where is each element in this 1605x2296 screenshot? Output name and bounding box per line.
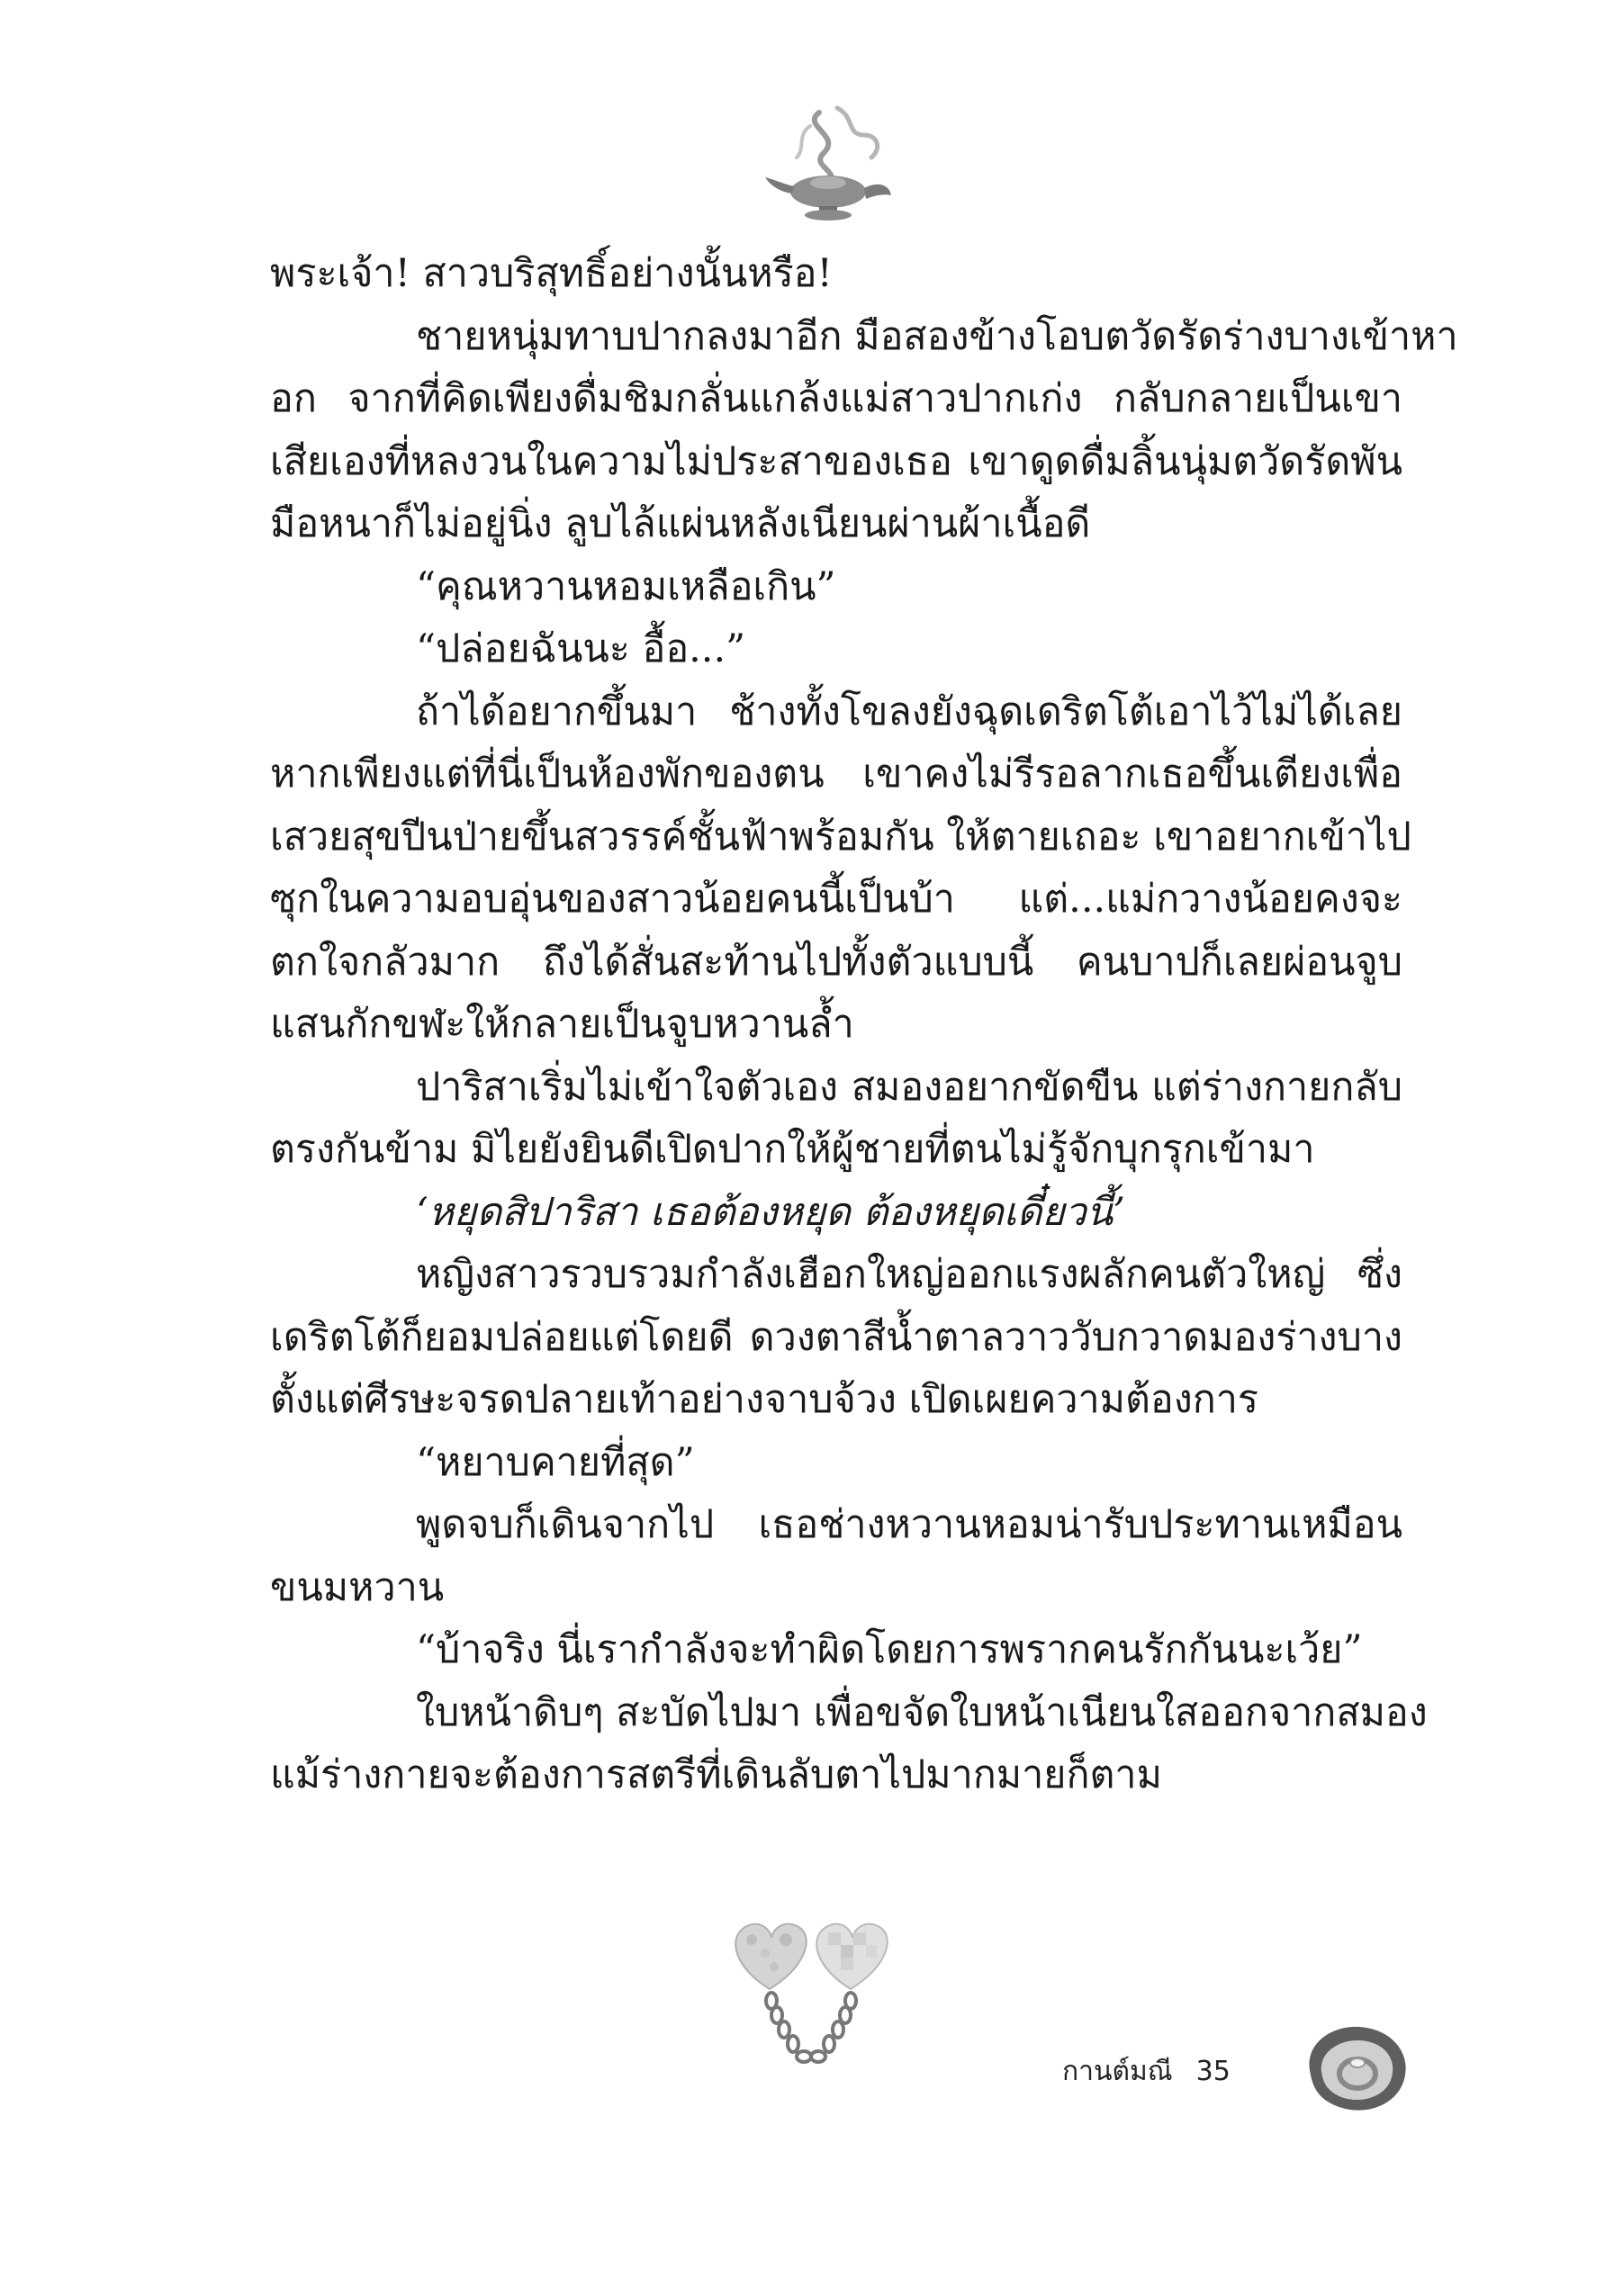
- text-line: เดริตโต้ก็ยอมปล่อยแต่โดยดี ดวงตาสีน้ำตาลวาววับกวาดมองร่างบาง: [270, 1314, 1402, 1360]
- text-line: อก จากที่คิดเพียงดื่มชิมกลั่นแกล้งแม่สาวปากเก่ง กลับกลายเป็นเขา: [270, 376, 1402, 421]
- page-footer: [1062, 2050, 1254, 2093]
- text-line: ขนมหวาน: [270, 1564, 445, 1610]
- text-line: พระเจ้า! สาวบริสุทธิ์อย่างนั้นหรือ!: [270, 251, 833, 296]
- story-text: [270, 243, 1458, 1807]
- dialogue-line: “คุณหวานหอมเหลือเกิน”: [416, 563, 836, 609]
- text-line: แสนกักขฬะให้กลายเป็นจูบหวานล้ำ: [270, 1002, 854, 1047]
- text-line: หากเพียงแต่ที่นี่เป็นห้องพักของตน เขาคงไม่รีรอลากเธอขึ้นเตียงเพื่อ: [270, 752, 1402, 797]
- dialogue-line: “หยาบคายที่สุด”: [416, 1439, 695, 1485]
- dialogue-line: “บ้าจริง นี่เรากำลังจะทำผิดโดยการพรากคนรักกันนะเว้ย”: [416, 1627, 1363, 1672]
- dialogue-line: “ปล่อยฉันนะ อื้อ...”: [416, 626, 746, 671]
- text-line: แม้ร่างกายจะต้องการสตรีที่เดินลับตาไปมากมายก็ตาม: [270, 1752, 1162, 1797]
- thought-line: ‘หยุดสิปาริสา เธอต้องหยุด ต้องหยุดเดี๋ยวนี้’: [416, 1189, 1125, 1235]
- text-line: ตกใจกลัวมาก ถึงได้สั่นสะท้านไปทั้งตัวแบบนี้ คนบาปก็เลยผ่อนจูบ: [270, 939, 1402, 985]
- text-line: ซุกในความอบอุ่นของสาวน้อยคนนี้เป็นบ้า แต่...แม่กวางน้อยคงจะ: [270, 877, 1402, 922]
- genie-lamp-icon: [756, 95, 900, 239]
- text-line: ชายหนุ่มทาบปากลงมาอีก มือสองข้างโอบตวัดรัดร่างบางเข้าหา: [416, 313, 1458, 359]
- author-name: กานต์มณี: [1062, 2056, 1173, 2087]
- chained-hearts-icon: [725, 1904, 896, 2115]
- text-line: เสวยสุขปีนป่ายขึ้นสวรรค์ชั้นฟ้าพร้อมกัน ให้ตายเถอะ เขาอยากเข้าไป: [270, 814, 1411, 860]
- ring-box-icon: [1296, 2016, 1418, 2124]
- text-line: ใบหน้าดิบๆ สะบัดไปมา เพื่อขจัดใบหน้าเนียนใสออกจากสมอง: [416, 1689, 1428, 1735]
- text-line: ปาริสาเริ่มไม่เข้าใจตัวเอง สมองอยากขัดขืน แต่ร่างกายกลับ: [416, 1064, 1402, 1110]
- text-line: ตั้งแต่ศีรษะจรดปลายเท้าอย่างจาบจ้วง เปิดเผยความต้องการ: [270, 1377, 1259, 1422]
- text-line: หญิงสาวรวบรวมกำลังเฮือกใหญ่ออกแรงผลักคนตัวใหญ่ ซึ่ง: [416, 1252, 1402, 1297]
- page-number: 35: [1195, 2056, 1231, 2087]
- text-line: มือหนาก็ไม่อยู่นิ่ง ลูบไล้แผ่นหลังเนียนผ่านผ้าเนื้อดี: [270, 501, 1091, 546]
- text-line: พูดจบก็เดินจากไป เธอช่างหวานหอมน่ารับประทานเหมือน: [416, 1502, 1402, 1547]
- text-line: เสียเองที่หลงวนในความไม่ประสาของเธอ เขาดูดดื่มลิ้นนุ่มตวัดรัดพัน: [270, 438, 1402, 484]
- text-line: ตรงกันข้าม มิไยยังยินดีเปิดปากให้ผู้ชายที่ตนไม่รู้จักบุกรุกเข้ามา: [270, 1127, 1315, 1172]
- text-line: ถ้าได้อยากขึ้นมา ช้างทั้งโขลงยังฉุดเดริตโต้เอาไว้ไม่ได้เลย: [416, 689, 1402, 734]
